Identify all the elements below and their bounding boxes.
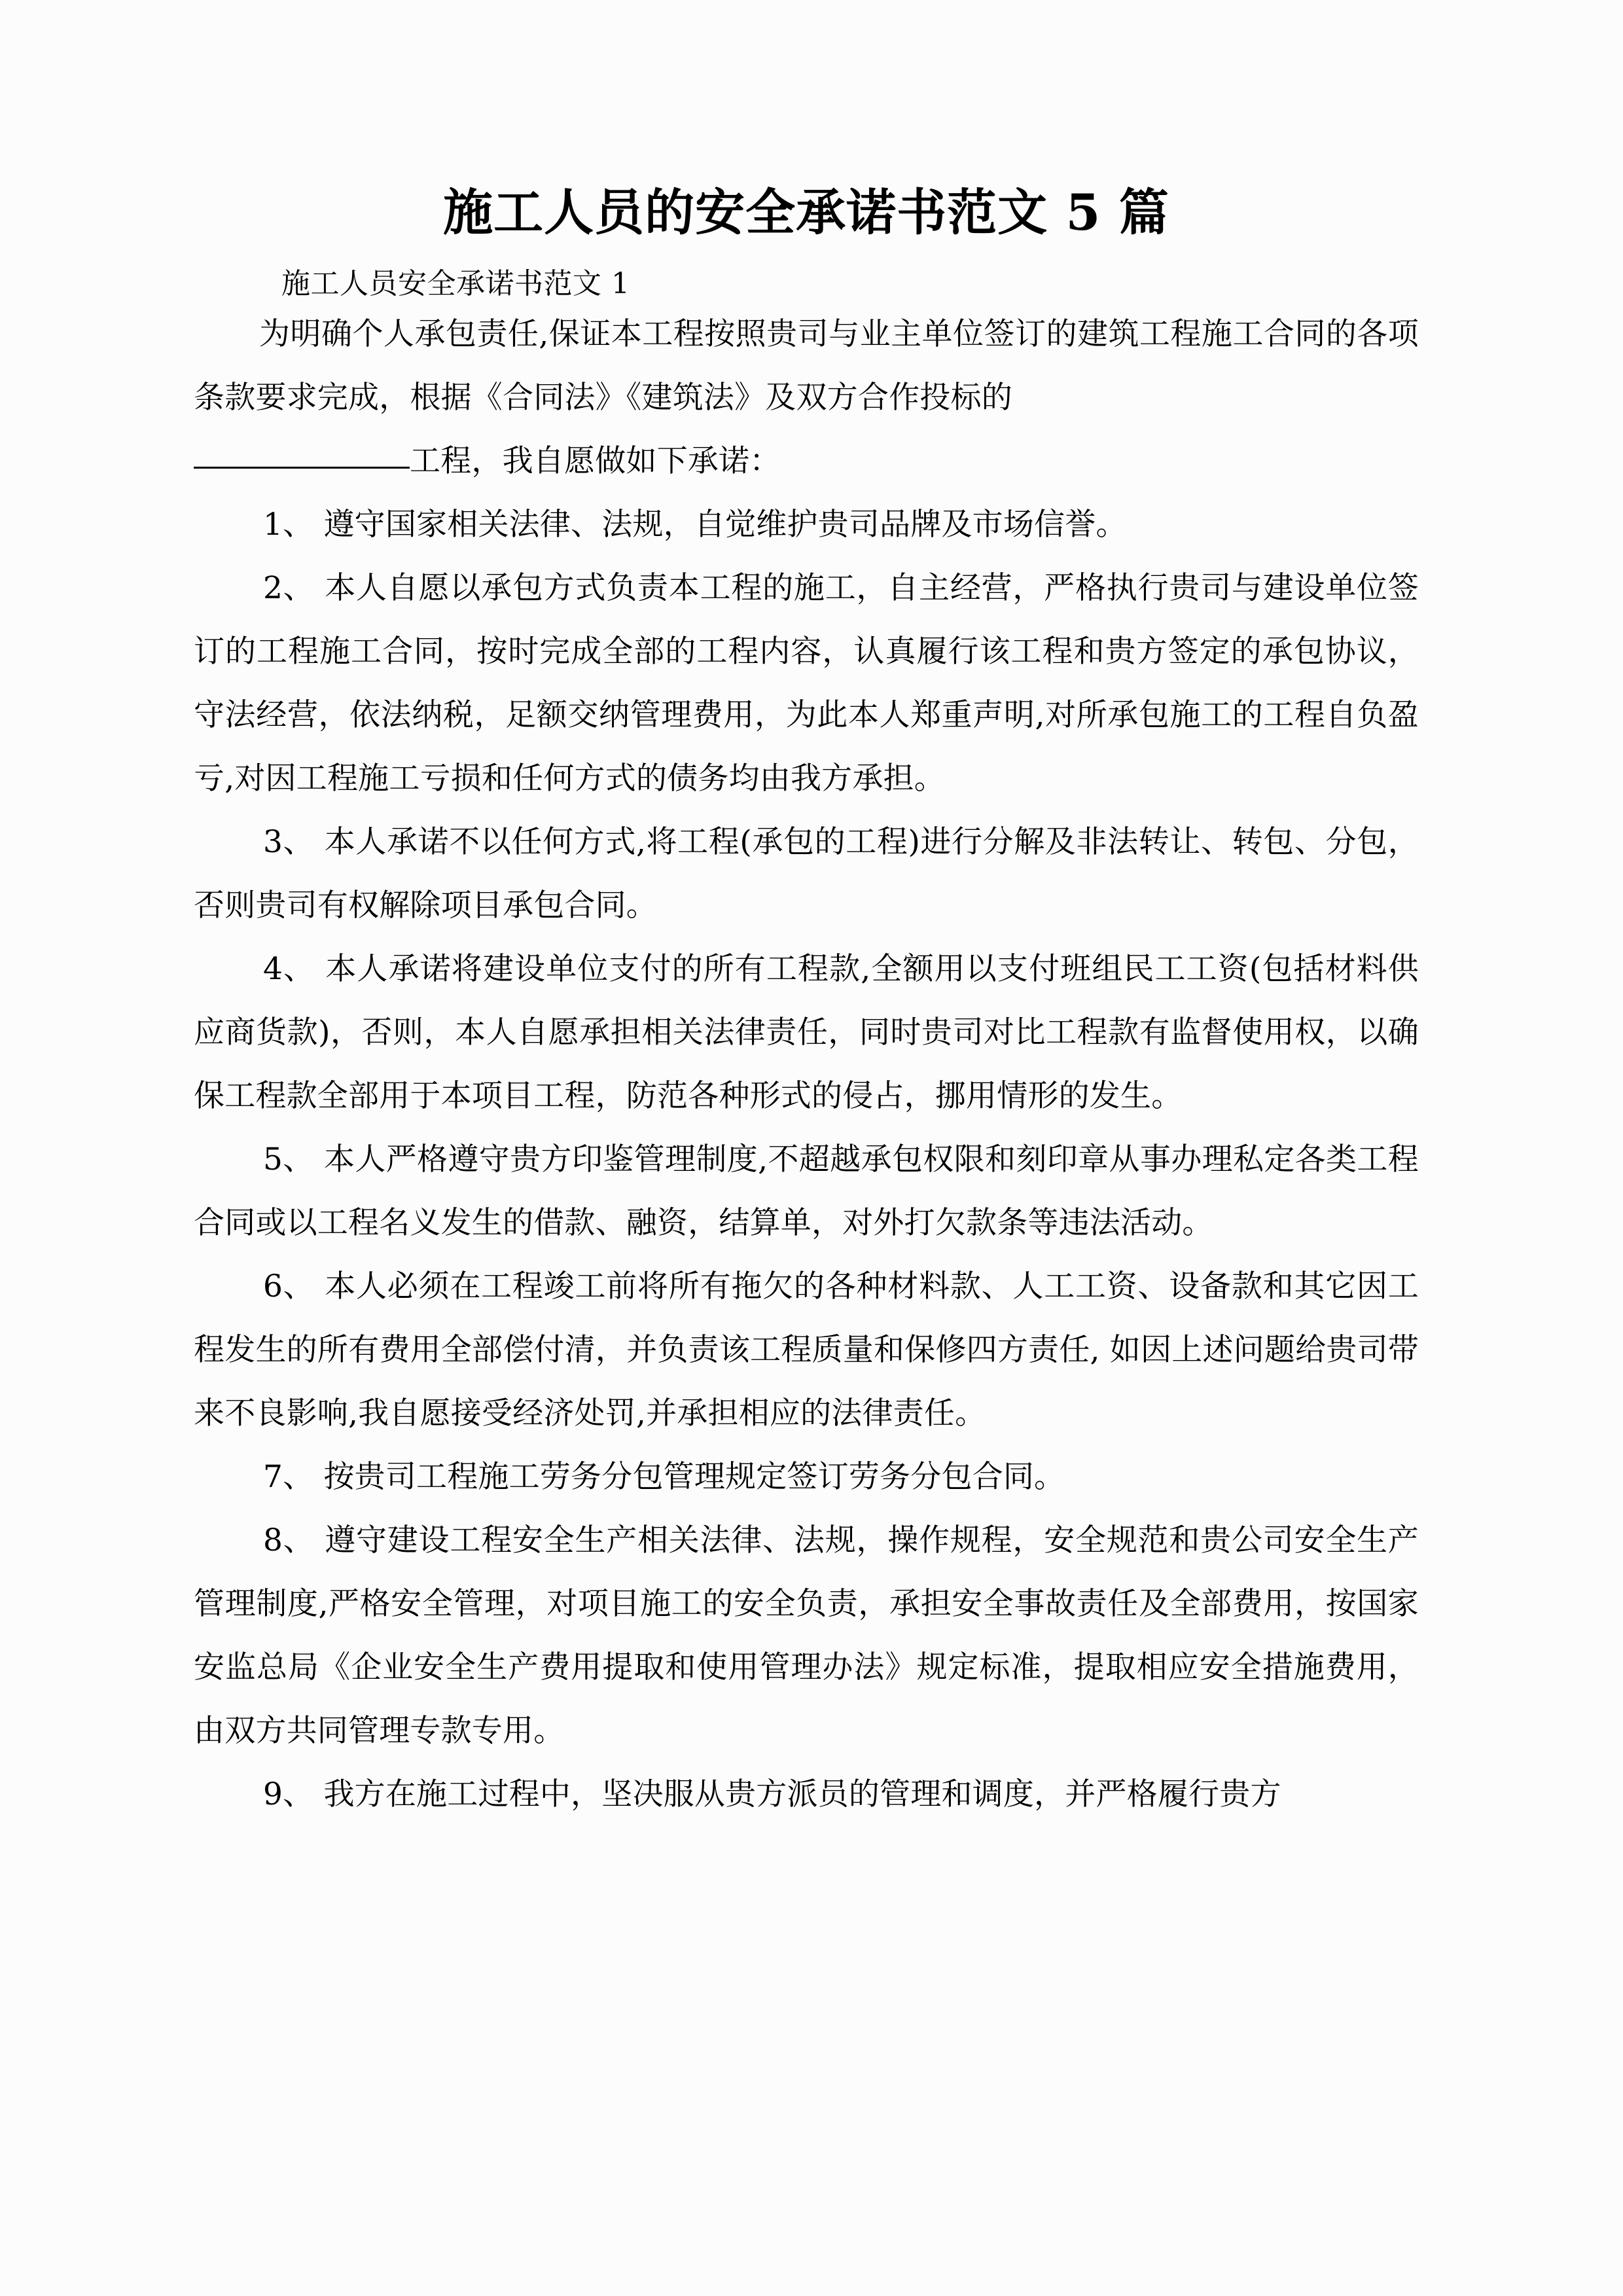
paragraph-intro-a: 为明确个人承包责任,保证本工程按照贵司与业主单位签订的建筑工程施工合同的各项条款要求完成，根据《合同法》《建筑法》及双方合作投标的 <box>194 316 1419 416</box>
list-item-4: 4、 本人承诺将建设单位支付的所有工程款,全额用以支付班组民工工资(包括材料供应商货款)，否则，本人自愿承担相关法律责任，同时贵司对比工程款有监督使用权，以确保工程款全部用于本项目工程，防范各种形式的侵占，挪用情形的发生。 <box>194 951 1419 1115</box>
list-item-1: 1、 遵守国家相关法律、法规，自觉维护贵司品牌及市场信誉。 <box>263 507 1127 543</box>
list-item-8: 8、 遵守建设工程安全生产相关法律、法规，操作规程，安全规范和贵公司安全生产管理制度,严格安全管理，对项目施工的安全负责，承担安全事故责任及全部费用，按国家安监总局《企业安全生产费用提取和使用管理办法》规定标准，提取相应安全措施费用，由双方共同管理专款专用。 <box>194 1522 1419 1749</box>
list-item-9: 9、 我方在施工过程中，坚决服从贵方派员的管理和调度，并严格履行贵方 <box>263 1776 1281 1813</box>
list-item-2: 2、 本人自愿以承包方式负责本工程的施工，自主经营，严格执行贵司与建设单位签订的工程施工合同，按时完成全部的工程内容，认真履行该工程和贵方签定的承包协议，守法经营，依法纳税，足额交纳管理费用，为此本人郑重声明,对所承包施工的工程自负盈亏,对因工程施工亏损和任何方式的债务均由我方承担。 <box>194 570 1419 797</box>
list-item-3: 3、 本人承诺不以任何方式,将工程(承包的工程)进行分解及非法转让、转包、分包，否则贵司有权解除项目承包合同。 <box>194 824 1419 924</box>
document-subtitle: 施工人员安全承诺书范文 1 <box>281 267 630 301</box>
list-item-6: 6、 本人必须在工程竣工前将所有拖欠的各种材料款、人工工资、设备款和其它因工程发生的所有费用全部偿付清，并负责该工程质量和保修四方责任, 如因上述问题给贵司带来不良影响,我自愿接受经济处罚,并承担相应的法律责任。 <box>194 1268 1419 1432</box>
fill-in-blank[interactable] <box>194 433 410 469</box>
list-item-5: 5、 本人严格遵守贵方印鉴管理制度,不超越承包权限和刻印章从事办理私定各类工程合同或以工程名义发生的借款、融资，结算单，对外打欠款条等违法活动。 <box>194 1141 1419 1242</box>
document-content <box>194 0 1419 1826</box>
page-title: 施工人员的安全承诺书范文 5 篇 <box>443 183 1169 242</box>
list-item-7: 7、 按贵司工程施工劳务分包管理规定签订劳务分包合同。 <box>263 1459 1065 1496</box>
paragraph-intro-b: 工程，我自愿做如下承诺： <box>410 443 781 480</box>
paragraph-intro-b-line <box>194 429 1419 493</box>
